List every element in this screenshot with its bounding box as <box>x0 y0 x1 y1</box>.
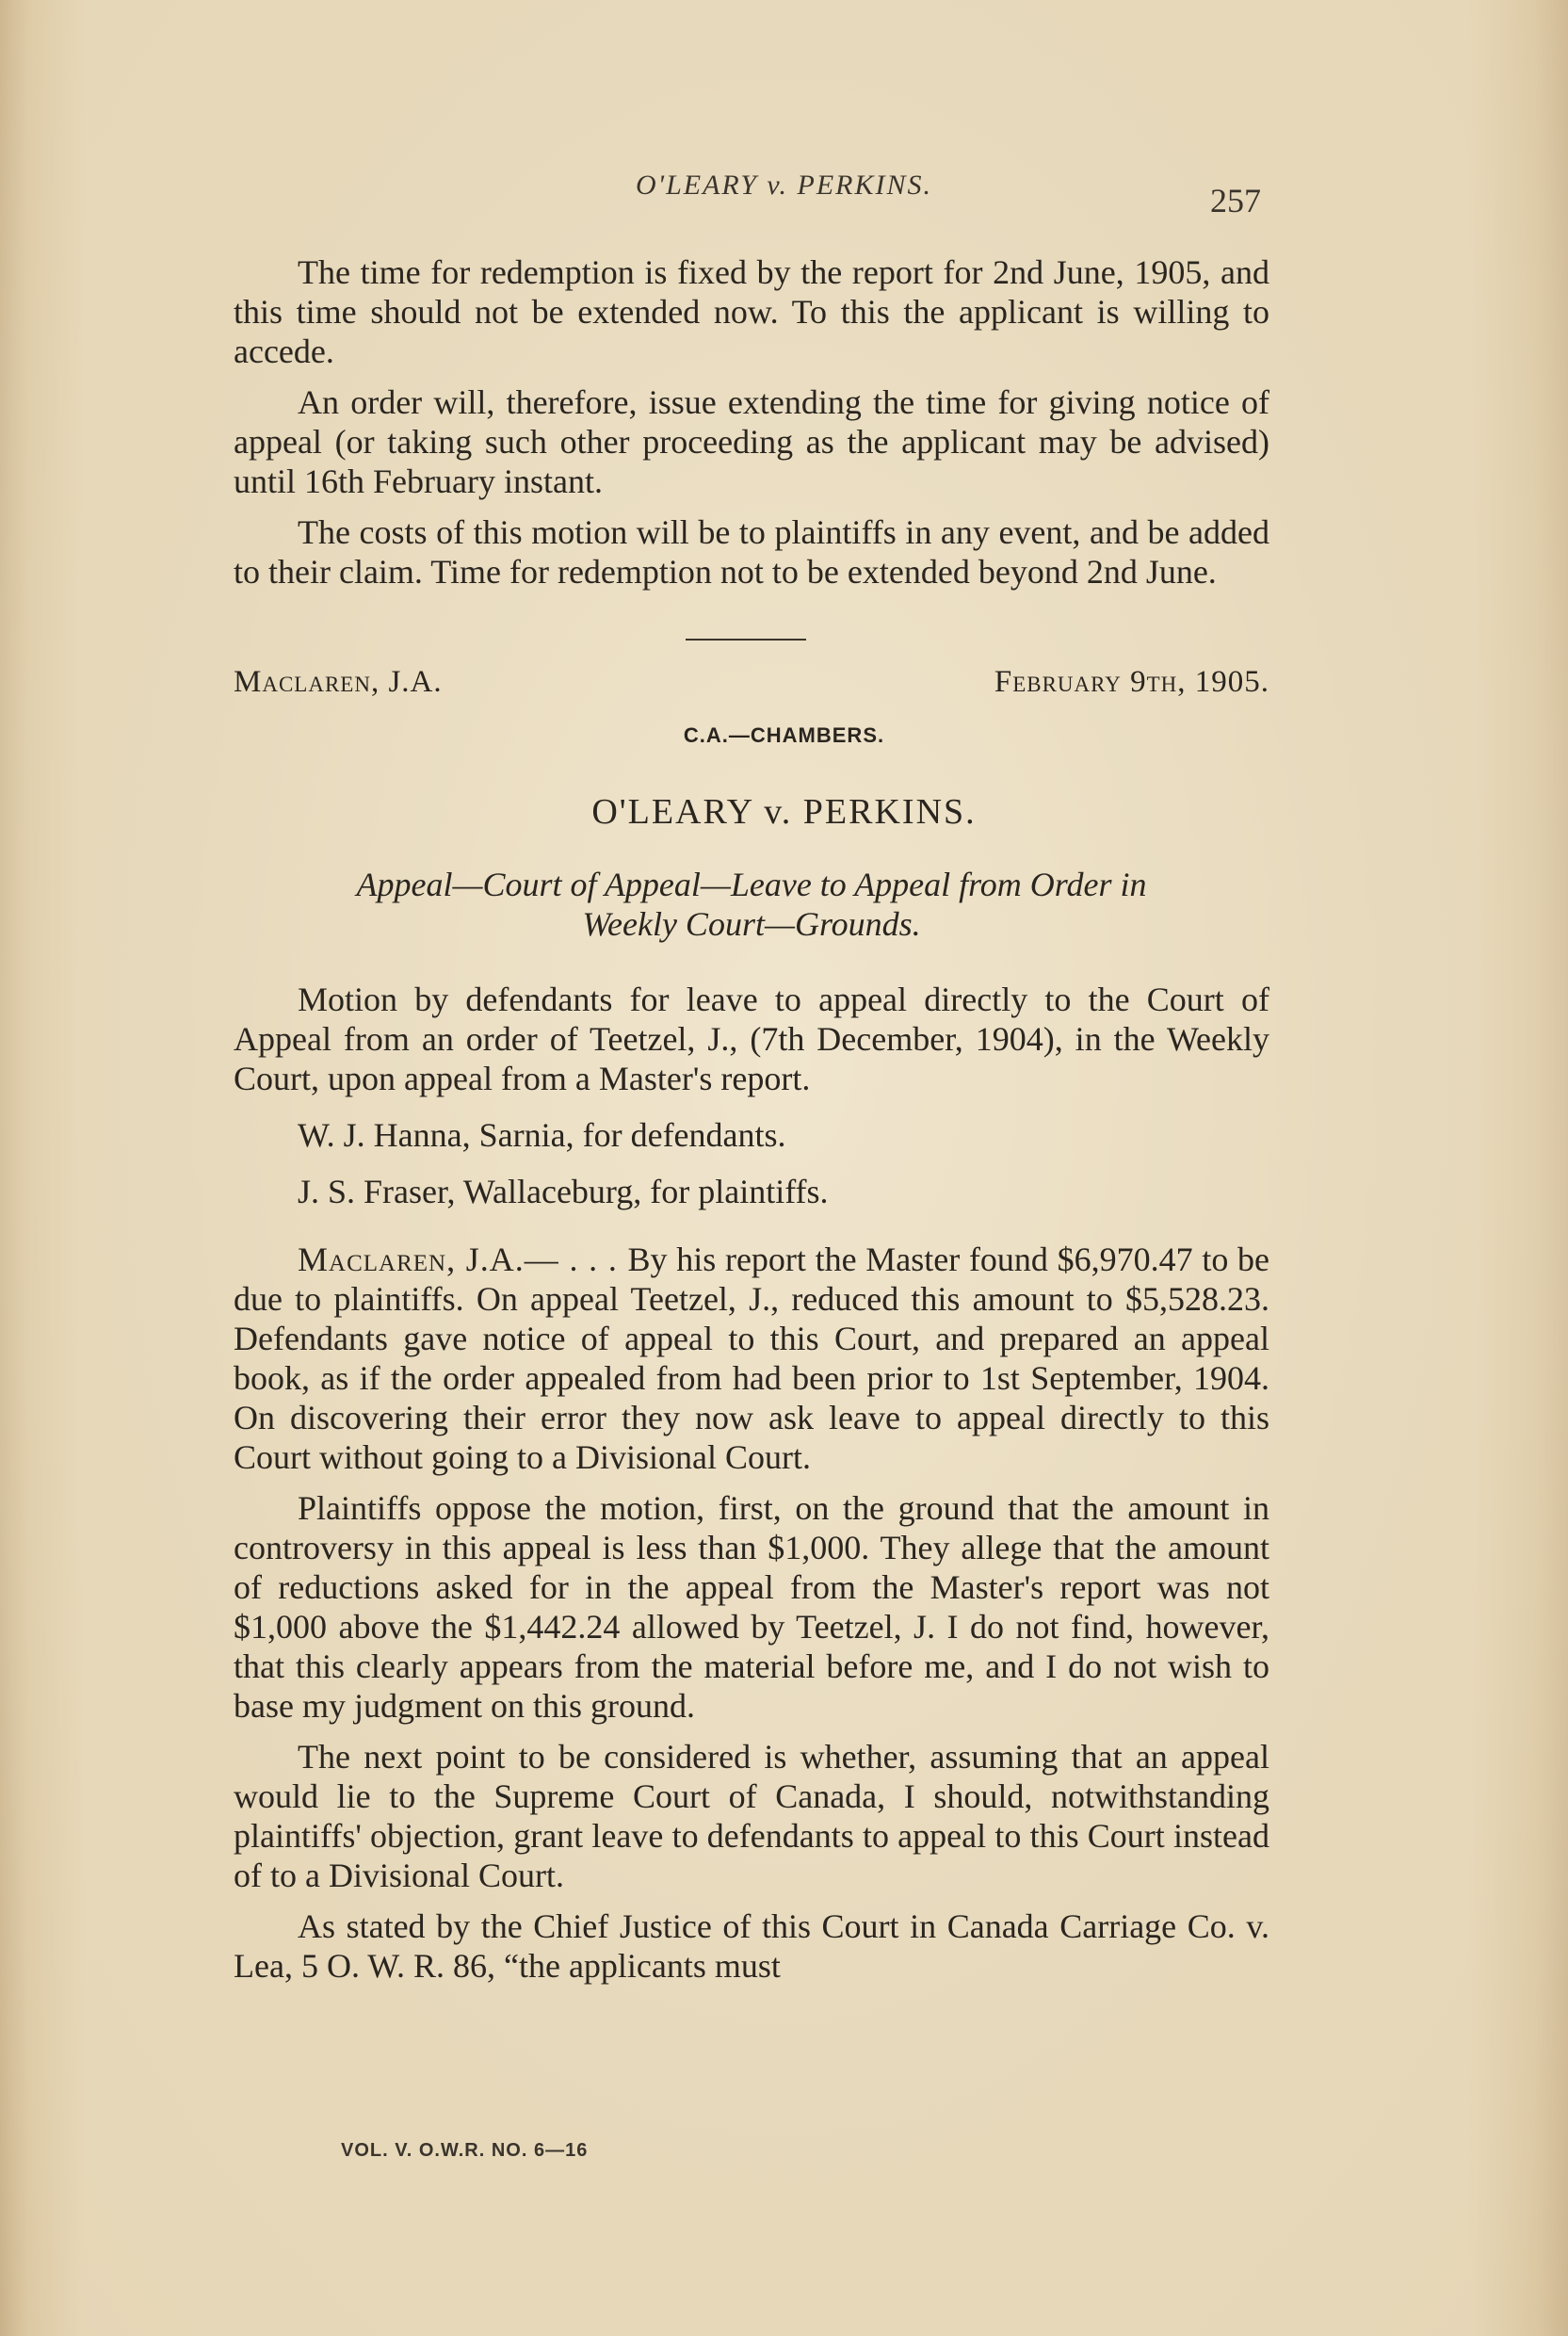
paragraph-redemption: The time for redemption is fixed by the report for 2nd June, 1905, and this time should not be extended now. To this the applicant is willing to accede. <box>234 253 1269 370</box>
top-paragraphs <box>234 252 1269 603</box>
judgment-text-1: By his report the Master found $6,970.47 to be due to plaintiffs. On appeal Teetzel, J., reduced this amount to $5,528.23. Defendants gave notice of appeal to this Court, and prepared an appeal book, as if the order appealed from had been prior to 1st September, 1904. On discovering their error they now ask leave to appeal directly to this Court without going to a Divisional Court. <box>234 1241 1269 1476</box>
decision-date: February 9th, 1905. <box>994 665 1269 699</box>
paragraph-motion: Motion by defendants for leave to appeal directly to the Court of Appeal from an order of Teetzel, J., (7th December, 1904), in the Weekly Court, upon appeal from a Master's report. <box>234 981 1269 1097</box>
section-divider <box>686 639 806 641</box>
judgment-lead: Maclaren, J.A.— . . . <box>298 1241 628 1278</box>
headnote-line-2: Weekly Court—Grounds. <box>582 905 921 943</box>
paragraph-judgment-3: The next point to be considered is whether, assuming that an appeal would lie to the Supreme Court of Canada, I should, notwithstanding plaintiffs' objection, grant leave to defendants to appeal to this Court instead of to a Divisional Court. <box>234 1738 1269 1894</box>
paragraph-judgment-4: As stated by the Chief Justice of this Court in Canada Carriage Co. v. Lea, 5 O. W. R. 86, “the applicants must <box>234 1907 1269 1985</box>
judge-date-line <box>234 665 1269 700</box>
running-title: O'LEARY v. PERKINS. <box>636 170 932 201</box>
case-title: O'LEARY v. PERKINS. <box>591 792 977 832</box>
page-number: 257 <box>1210 182 1261 219</box>
paragraph-costs: The costs of this motion will be to plaintiffs in any event, and be added to their claim. Time for redemption not to be extended beyond 2nd June. <box>234 513 1269 591</box>
paragraph-judgment-2: Plaintiffs oppose the motion, first, on the ground that the amount in controversy in this appeal is less than $1,000. They allege that the amount of reductions asked for in the appeal from the Master's report was not $1,000 above the $1,442.24 allowed by Teetzel, J. I do not find, however, that this clearly appears from the material before me, and I do not wish to base my judgment on this ground. <box>234 1489 1269 1725</box>
paragraph-order: An order will, therefore, issue extending the time for giving notice of appeal (or taking such other proceeding as the applicant may be advised) until 16th February instant. <box>234 383 1269 500</box>
body-text <box>234 980 1269 1997</box>
counsel-plaintiffs: J. S. Fraser, Wallaceburg, for plaintiffs. <box>298 1173 829 1210</box>
court-label: C.A.—CHAMBERS. <box>683 723 885 747</box>
signature-mark: VOL. V. O.W.R. NO. 6—16 <box>341 2140 589 2161</box>
headnote <box>234 865 1269 944</box>
headnote-line-1: Appeal—Court of Appeal—Leave to Appeal from Order in <box>356 866 1147 903</box>
paragraph-judgment-1 <box>234 1240 1269 1477</box>
judge-name: Maclaren, J.A. <box>234 665 443 699</box>
counsel-defendants: W. J. Hanna, Sarnia, for defendants. <box>298 1116 786 1154</box>
